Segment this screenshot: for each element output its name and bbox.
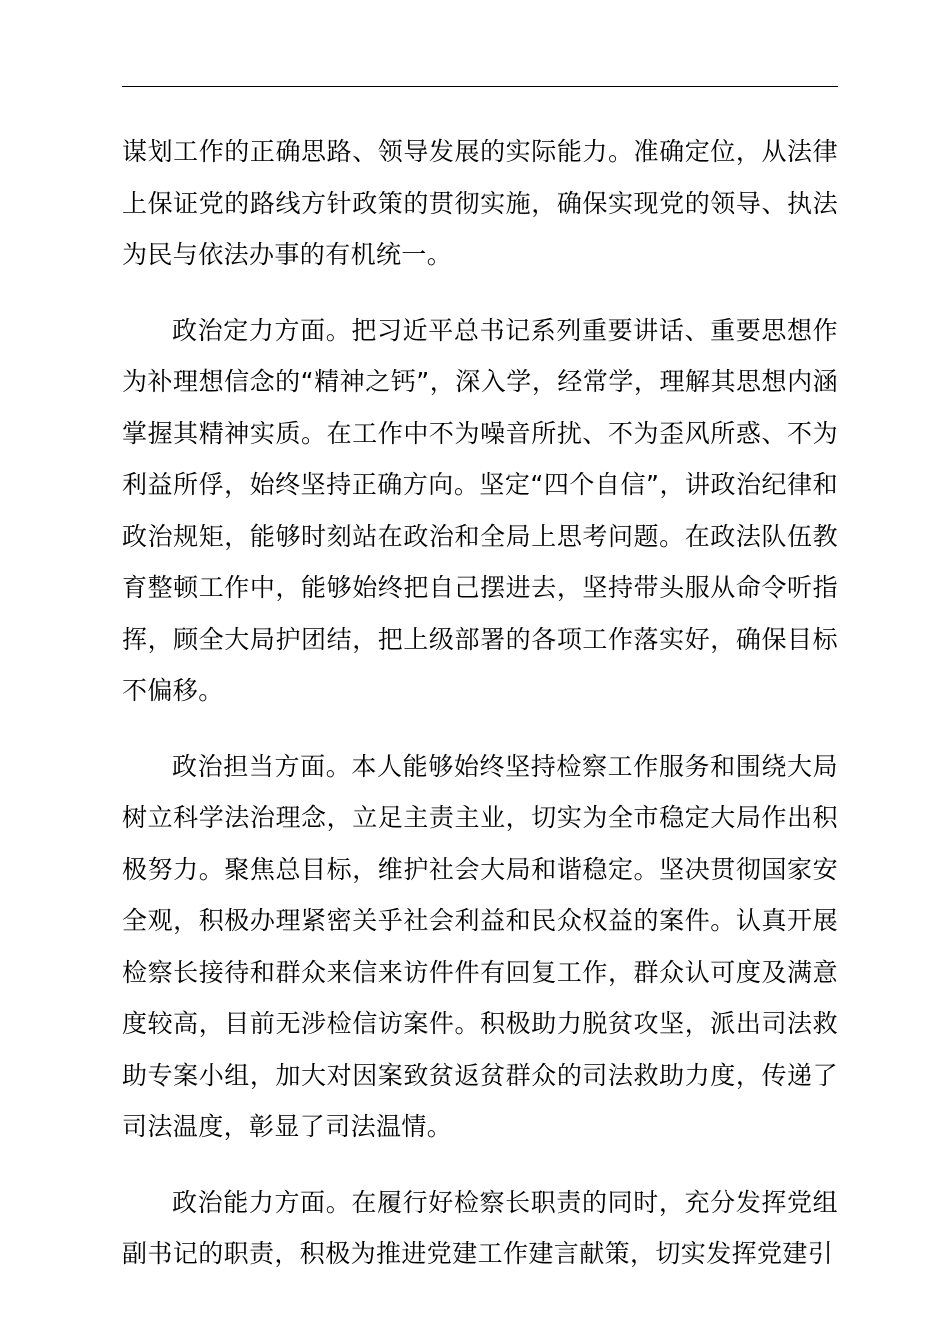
paragraph-political-resolve: 政治定力方面。把习近平总书记系列重要讲话、重要思想作为补理想信念的“精神之钙”，深入学，经常学，理解其思想内涵掌握其精神实质。在工作中不为噪音所扰、不为歪风所惑、不为利益所俘，始终坚持正确方向。坚定“四个自信”，讲政治纪律和政治规矩，能够时刻站在政治和全局上思考问题。在政法队伍教育整顿工作中，能够始终把自己摆进去，坚持带头服从命令听指挥，顾全大局护团结，把上级部署的各项工作落实好，确保目标不偏移。 <box>122 315 838 705</box>
paragraph-political-responsibility: 政治担当方面。本人能够始终坚持检察工作服务和围绕大局树立科学法治理念，立足主责主业，切实为全市稳定大局作出积极努力。聚焦总目标，维护社会大局和谐稳定。坚决贯彻国家安全观，积极办理紧密关乎社会利益和民众权益的案件。认真开展检察长接待和群众来信来访件件有回复工作，群众认可度及满意度较高，目前无涉检信访案件。积极助力脱贫攻坚，派出司法救助专案小组，加大对因案致贫返贫群众的司法救助力度，传递了司法温度，彰显了司法温情。 <box>122 751 838 1141</box>
body-text <box>122 126 838 1304</box>
paragraph-political-capability: 政治能力方面。在履行好检察长职责的同时，充分发挥党组副书记的职责，积极为推进党建工作建言献策，切实发挥党建引 <box>122 1187 838 1268</box>
header-rule <box>122 86 838 87</box>
paragraph-continuation: 谋划工作的正确思路、领导发展的实际能力。准确定位，从法律上保证党的路线方针政策的贯彻实施，确保实现党的领导、执法为民与依法办事的有机统一。 <box>122 137 838 269</box>
